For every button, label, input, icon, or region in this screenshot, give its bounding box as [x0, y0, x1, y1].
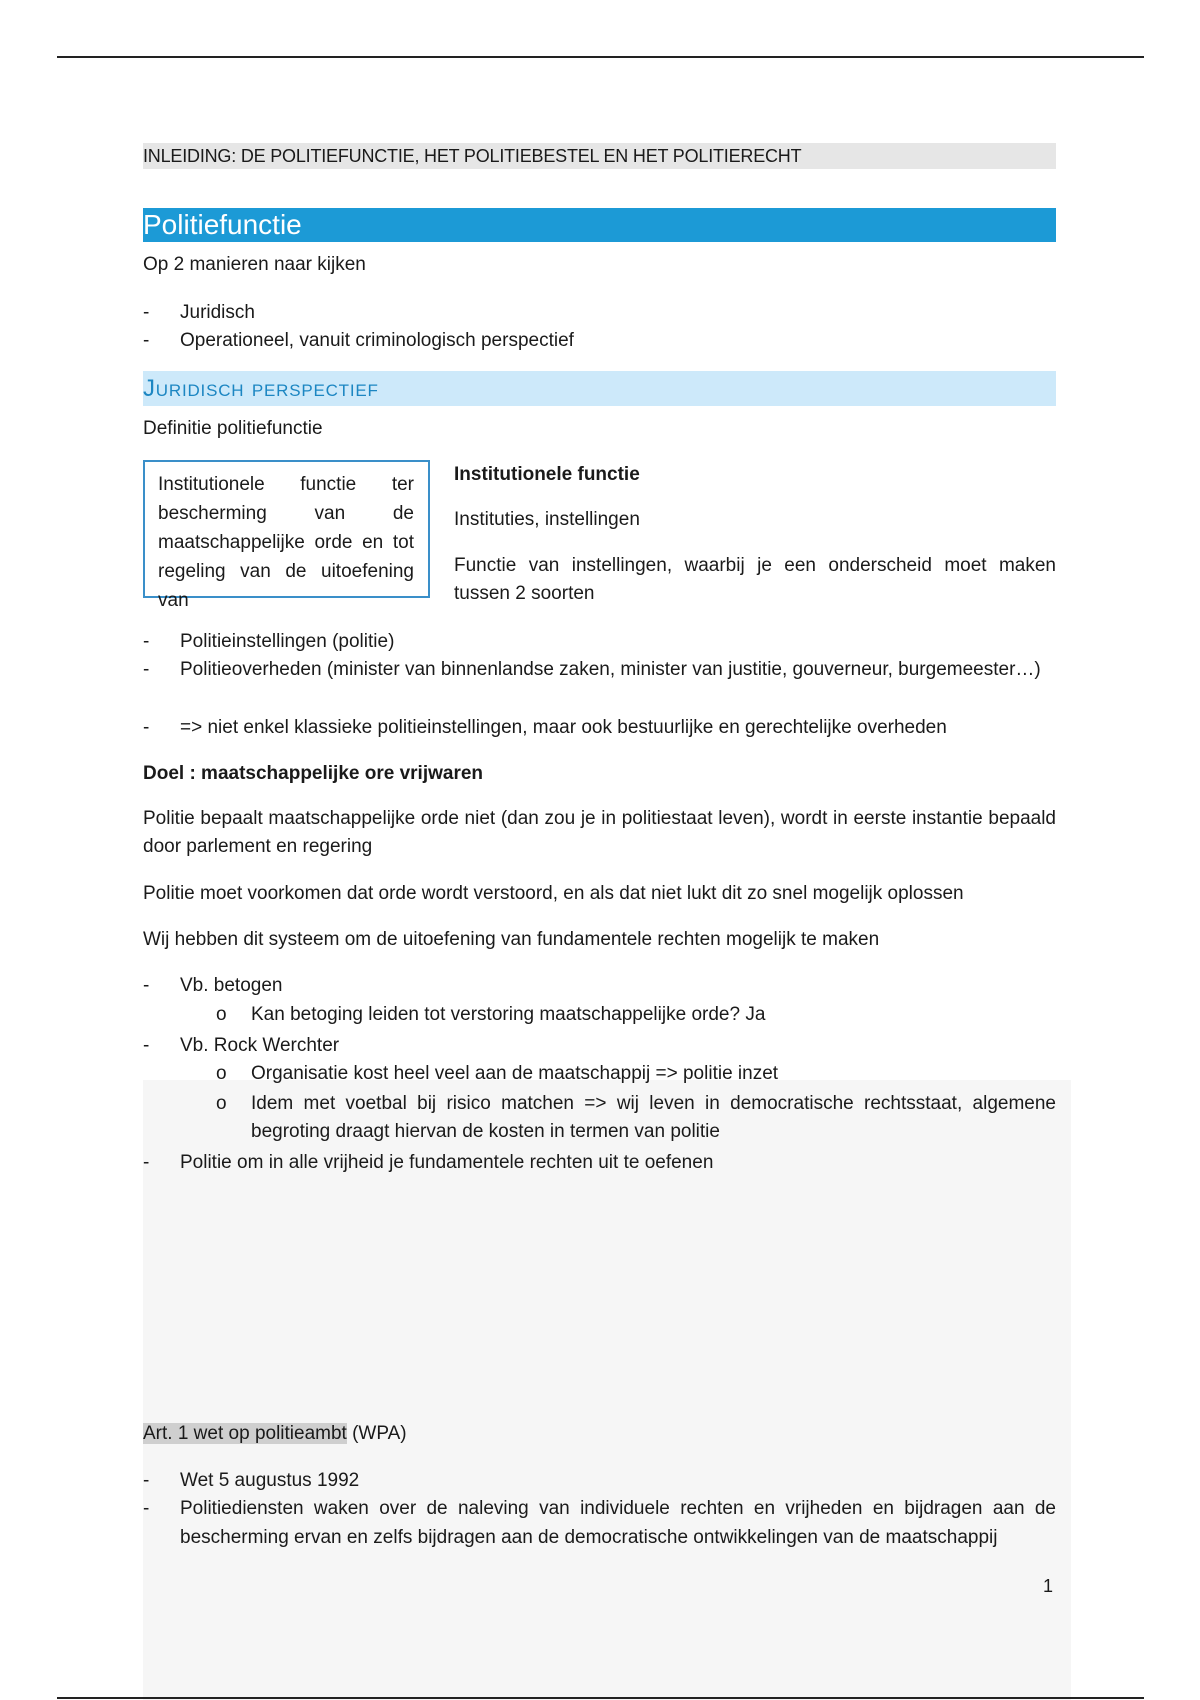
list-item: - => niet enkel klassieke politieinstellingen, maar ook bestuurlijke en gerechtelijke overheden	[143, 717, 947, 738]
goal-paragraph-2: Politie moet voorkomen dat orde wordt verstoord, en als dat niet lukt dit zo snel mogelijk oplossen	[143, 883, 964, 904]
list-item: - Politie om in alle vrijheid je fundamentele rechten uit te oefenen	[143, 1152, 714, 1173]
article-heading	[143, 1420, 407, 1448]
sub-list-item: o Organisatie kost heel veel aan de maatschappij => politie inzet	[216, 1063, 779, 1084]
goal-paragraph-1: Politie bepaalt maatschappelijke orde niet (dan zou je in politiestaat leven), wordt in eerste instantie bepaald door parlement en regering	[143, 808, 1056, 857]
list-item: - Politieoverheden (minister van binnenlandse zaken, minister van justitie, gouverneur, burgemeester…)	[143, 659, 1041, 680]
definition-label: Definitie politiefunctie	[143, 418, 323, 439]
list-item: - Politieinstellingen (politie)	[143, 631, 395, 652]
institutional-line1: Instituties, instellingen	[454, 509, 640, 530]
goal-paragraph-3: Wij hebben dit systeem om de uitoefening van fundamentele rechten mogelijk te maken	[143, 929, 880, 950]
bottom-rule	[57, 1697, 1144, 1699]
definition-box-text: Institutionele functie ter bescherming van de maatschappelijke orde en tot regeling van de uitoefening van	[158, 474, 414, 611]
list-item: - Vb. Rock Werchter	[143, 1035, 340, 1056]
list-item: - Vb. betogen	[143, 975, 283, 996]
institutional-line2: Functie van instellingen, waarbij je een onderscheid moet maken tussen 2 soorten	[454, 555, 1056, 604]
sub-list-item: o Kan betoging leiden tot verstoring maatschappelijke orde? Ja	[216, 1004, 766, 1025]
article-highlight: Art. 1 wet op politieambt	[143, 1423, 347, 1444]
goal-title: Doel : maatschappelijke ore vrijwaren	[143, 763, 484, 784]
heading-politiefunctie: Politiefunctie	[143, 208, 1056, 242]
sub-list-item: o Idem met voetbal bij risico matchen => wij leven in democratische rechtsstaat, algemene begroting draagt hiervan de kosten in termen van politie	[216, 1093, 1056, 1142]
list-item: - Operationeel, vanuit criminologisch perspectief	[143, 330, 574, 351]
article-abbrev: (WPA)	[346, 1423, 407, 1444]
list-item: - Wet 5 augustus 1992	[143, 1470, 360, 1491]
top-rule	[57, 56, 1144, 58]
page-number: 1	[1043, 1576, 1054, 1596]
heading-juridisch-perspectief: Juridisch perspectief	[143, 371, 1056, 406]
institutional-title: Institutionele functie	[454, 464, 640, 485]
list-item: - Juridisch	[143, 302, 255, 323]
definition-box	[143, 460, 430, 611]
chapter-title: INLEIDING: DE POLITIEFUNCTIE, HET POLITIEBESTEL EN HET POLITIERECHT	[143, 143, 1056, 169]
list-item: - Politiediensten waken over de naleving van individuele rechten en vrijheden en bijdragen aan de bescherming ervan en zelfs bijdragen aan de democratische ontwikkelingen van de maatschappij	[143, 1498, 1056, 1548]
intro-paragraph: Op 2 manieren naar kijken	[143, 254, 366, 275]
